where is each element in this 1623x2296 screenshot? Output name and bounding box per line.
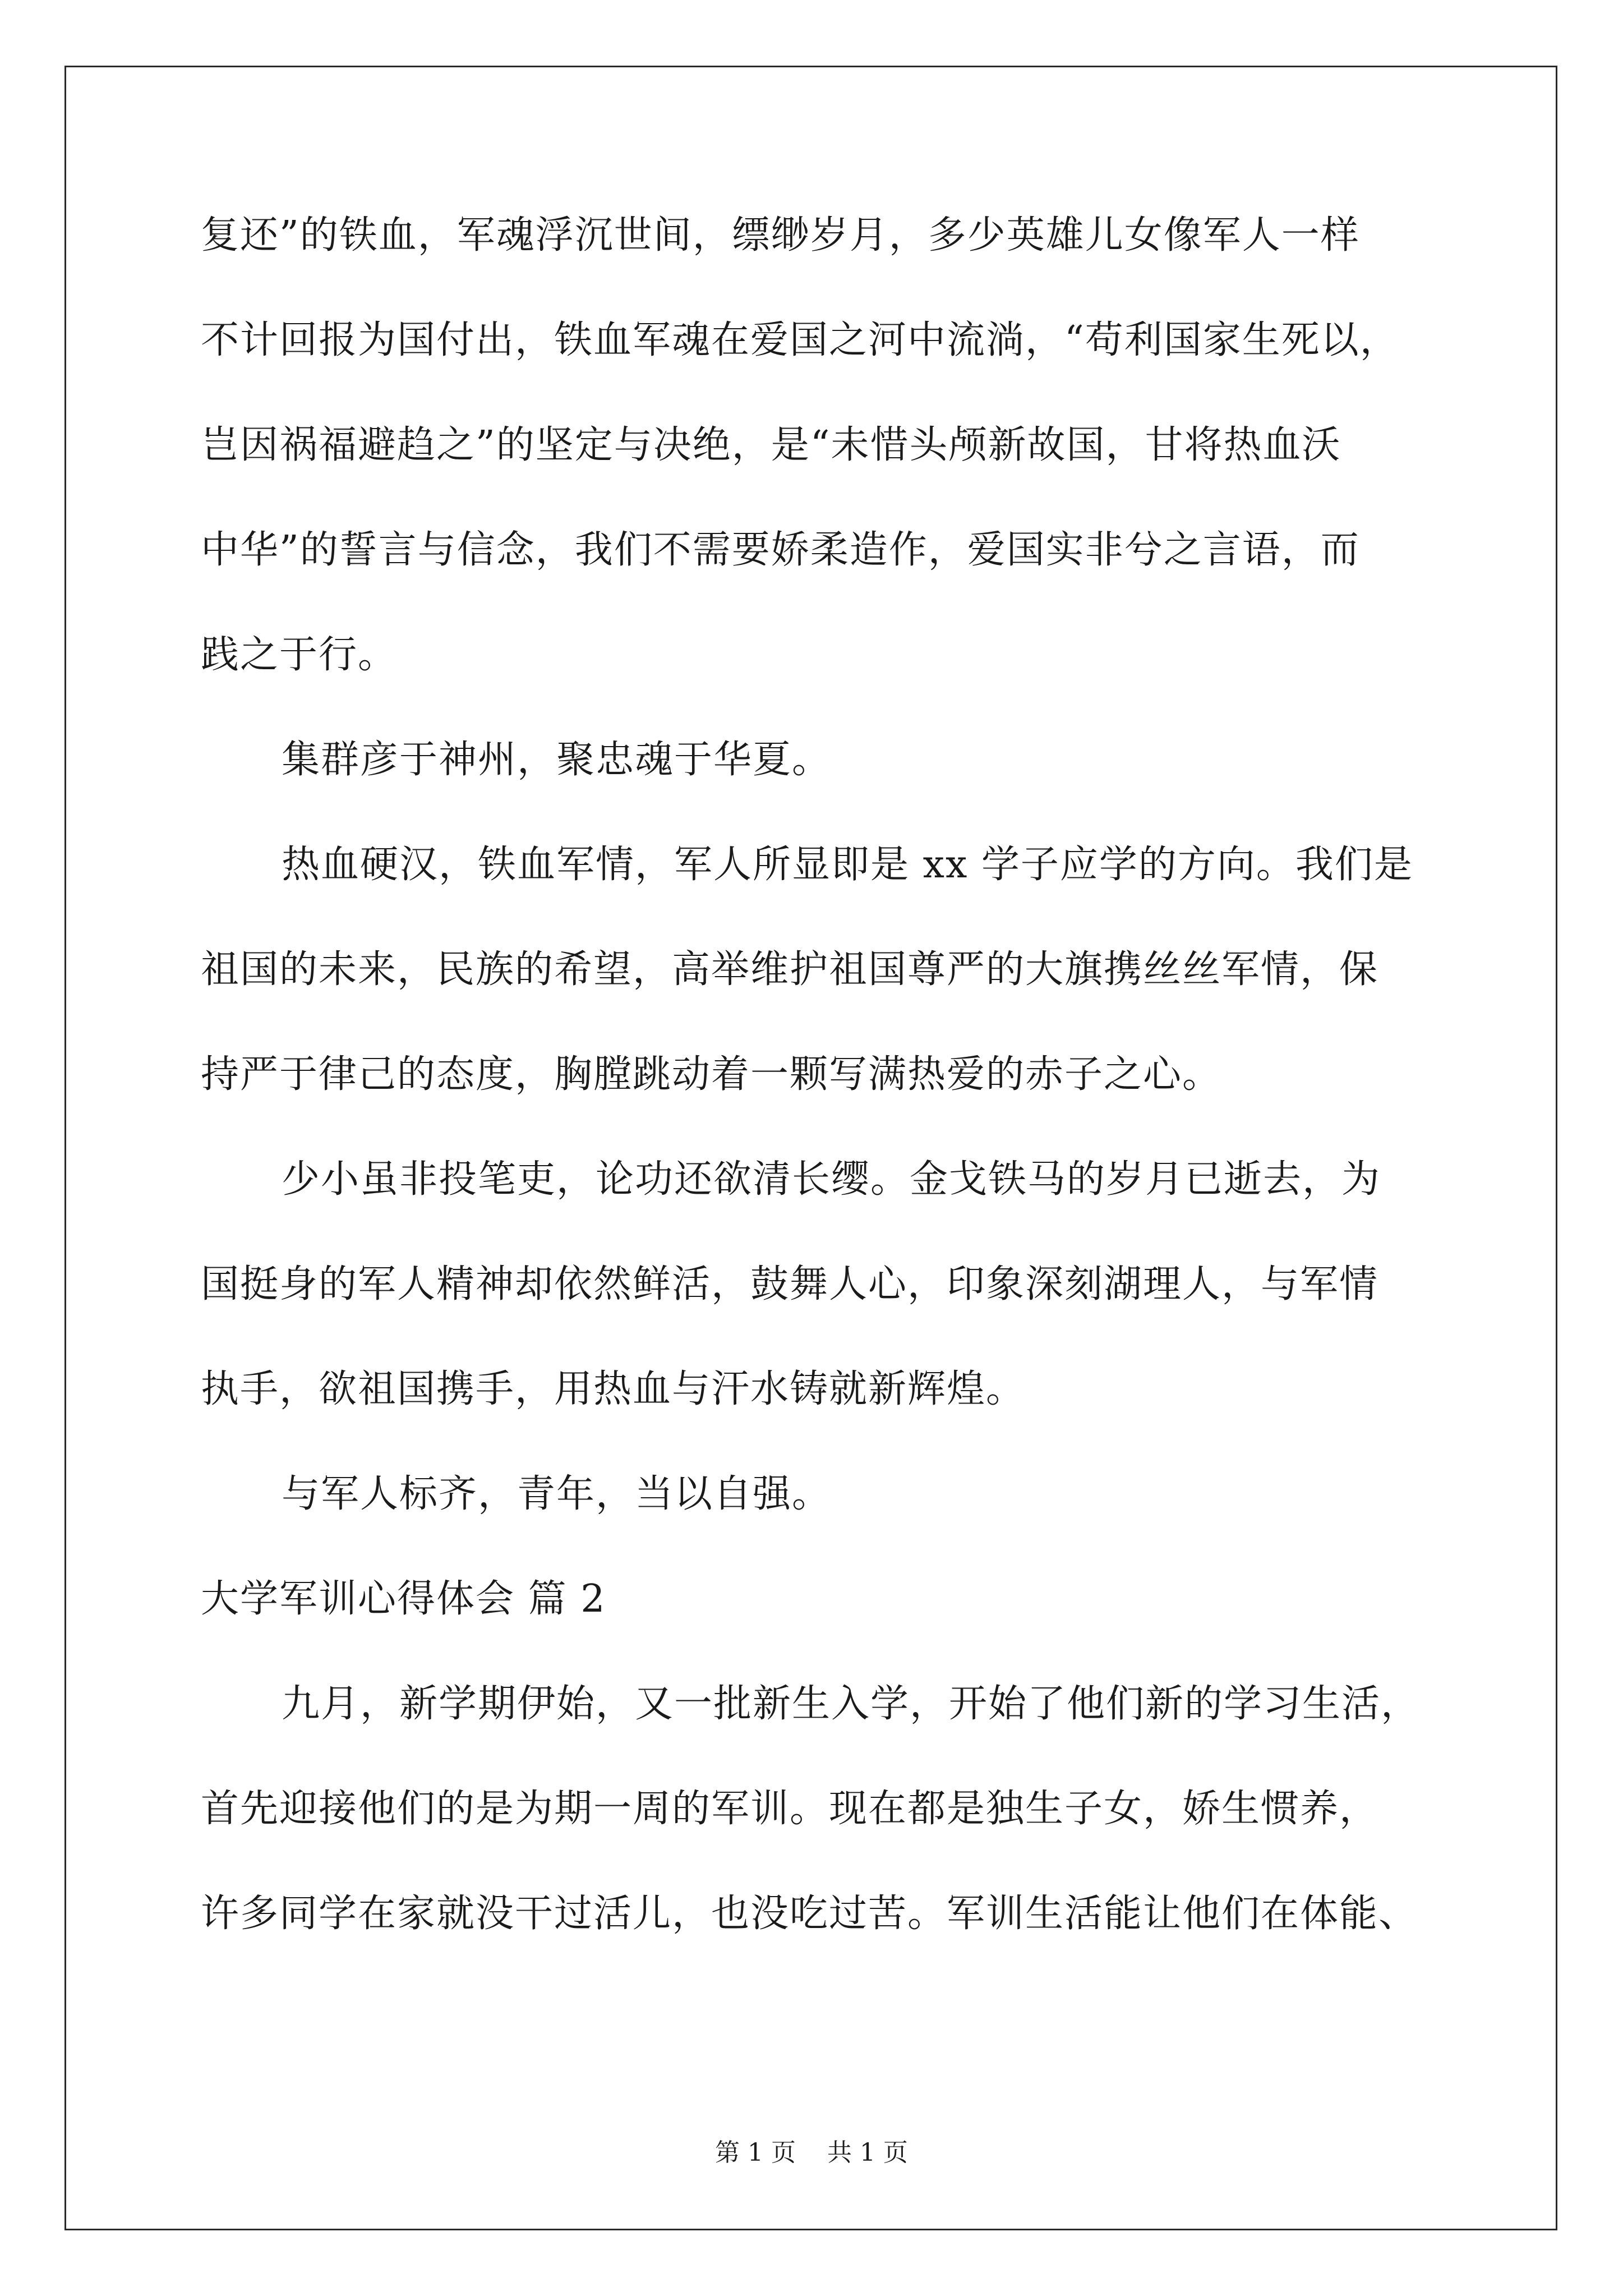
paragraph-line: 与军人标齐，青年，当以自强。 (282, 1472, 832, 1516)
paragraph-line: 持严于律己的态度，胸膛跳动着一颗写满热爱的赤子之心。 (201, 1052, 1222, 1097)
paragraph-line: 复还”的铁血，军魂浮沉世间，缥缈岁月，多少英雄儿女像军人一样 (201, 213, 1360, 257)
paragraph-line: 首先迎接他们的是为期一周的军训。现在都是独生子女，娇生惯养， (201, 1787, 1379, 1831)
paragraph-line: 不计回报为国付出，铁血军魂在爱国之河中流淌，“苟利国家生死以， (201, 318, 1399, 362)
paragraph-line: 集群彦于神州，聚忠魂于华夏。 (282, 738, 832, 782)
paragraph-line: 岂因祸福避趋之”的坚定与决绝，是“未惜头颅新故国，甘将热血沃 (201, 423, 1341, 467)
paragraph-line: 祖国的未来，民族的希望，高举维护祖国尊严的大旗携丝丝军情，保 (201, 947, 1379, 992)
paragraph-line: 践之于行。 (201, 633, 398, 677)
paragraph-line: 少小虽非投笔吏，论功还欲清长缨。金戈铁马的岁月已逝去，为 (282, 1157, 1381, 1202)
page-footer: 第 1 页 共 1 页 (715, 2138, 908, 2167)
paragraph-line: 执手，欲祖国携手，用热血与汗水铸就新辉煌。 (201, 1367, 1026, 1411)
section-heading: 大学军训心得体会 篇 2 (201, 1577, 606, 1621)
paragraph-line: 中华”的誓言与信念，我们不需要娇柔造作，爱国实非兮之言语，而 (201, 528, 1360, 572)
paragraph-line: 热血硬汉，铁血军情，军人所显即是 xx 学子应学的方向。我们是 (282, 843, 1413, 887)
paragraph-line: 许多同学在家就没干过活儿，也没吃过苦。军训生活能让他们在体能、 (201, 1892, 1418, 1936)
paragraph-line: 九月，新学期伊始，又一批新生入学，开始了他们新的学习生活， (282, 1682, 1421, 1726)
paragraph-line: 国挺身的军人精神却依然鲜活，鼓舞人心，印象深刻湖理人，与军情 (201, 1262, 1379, 1306)
